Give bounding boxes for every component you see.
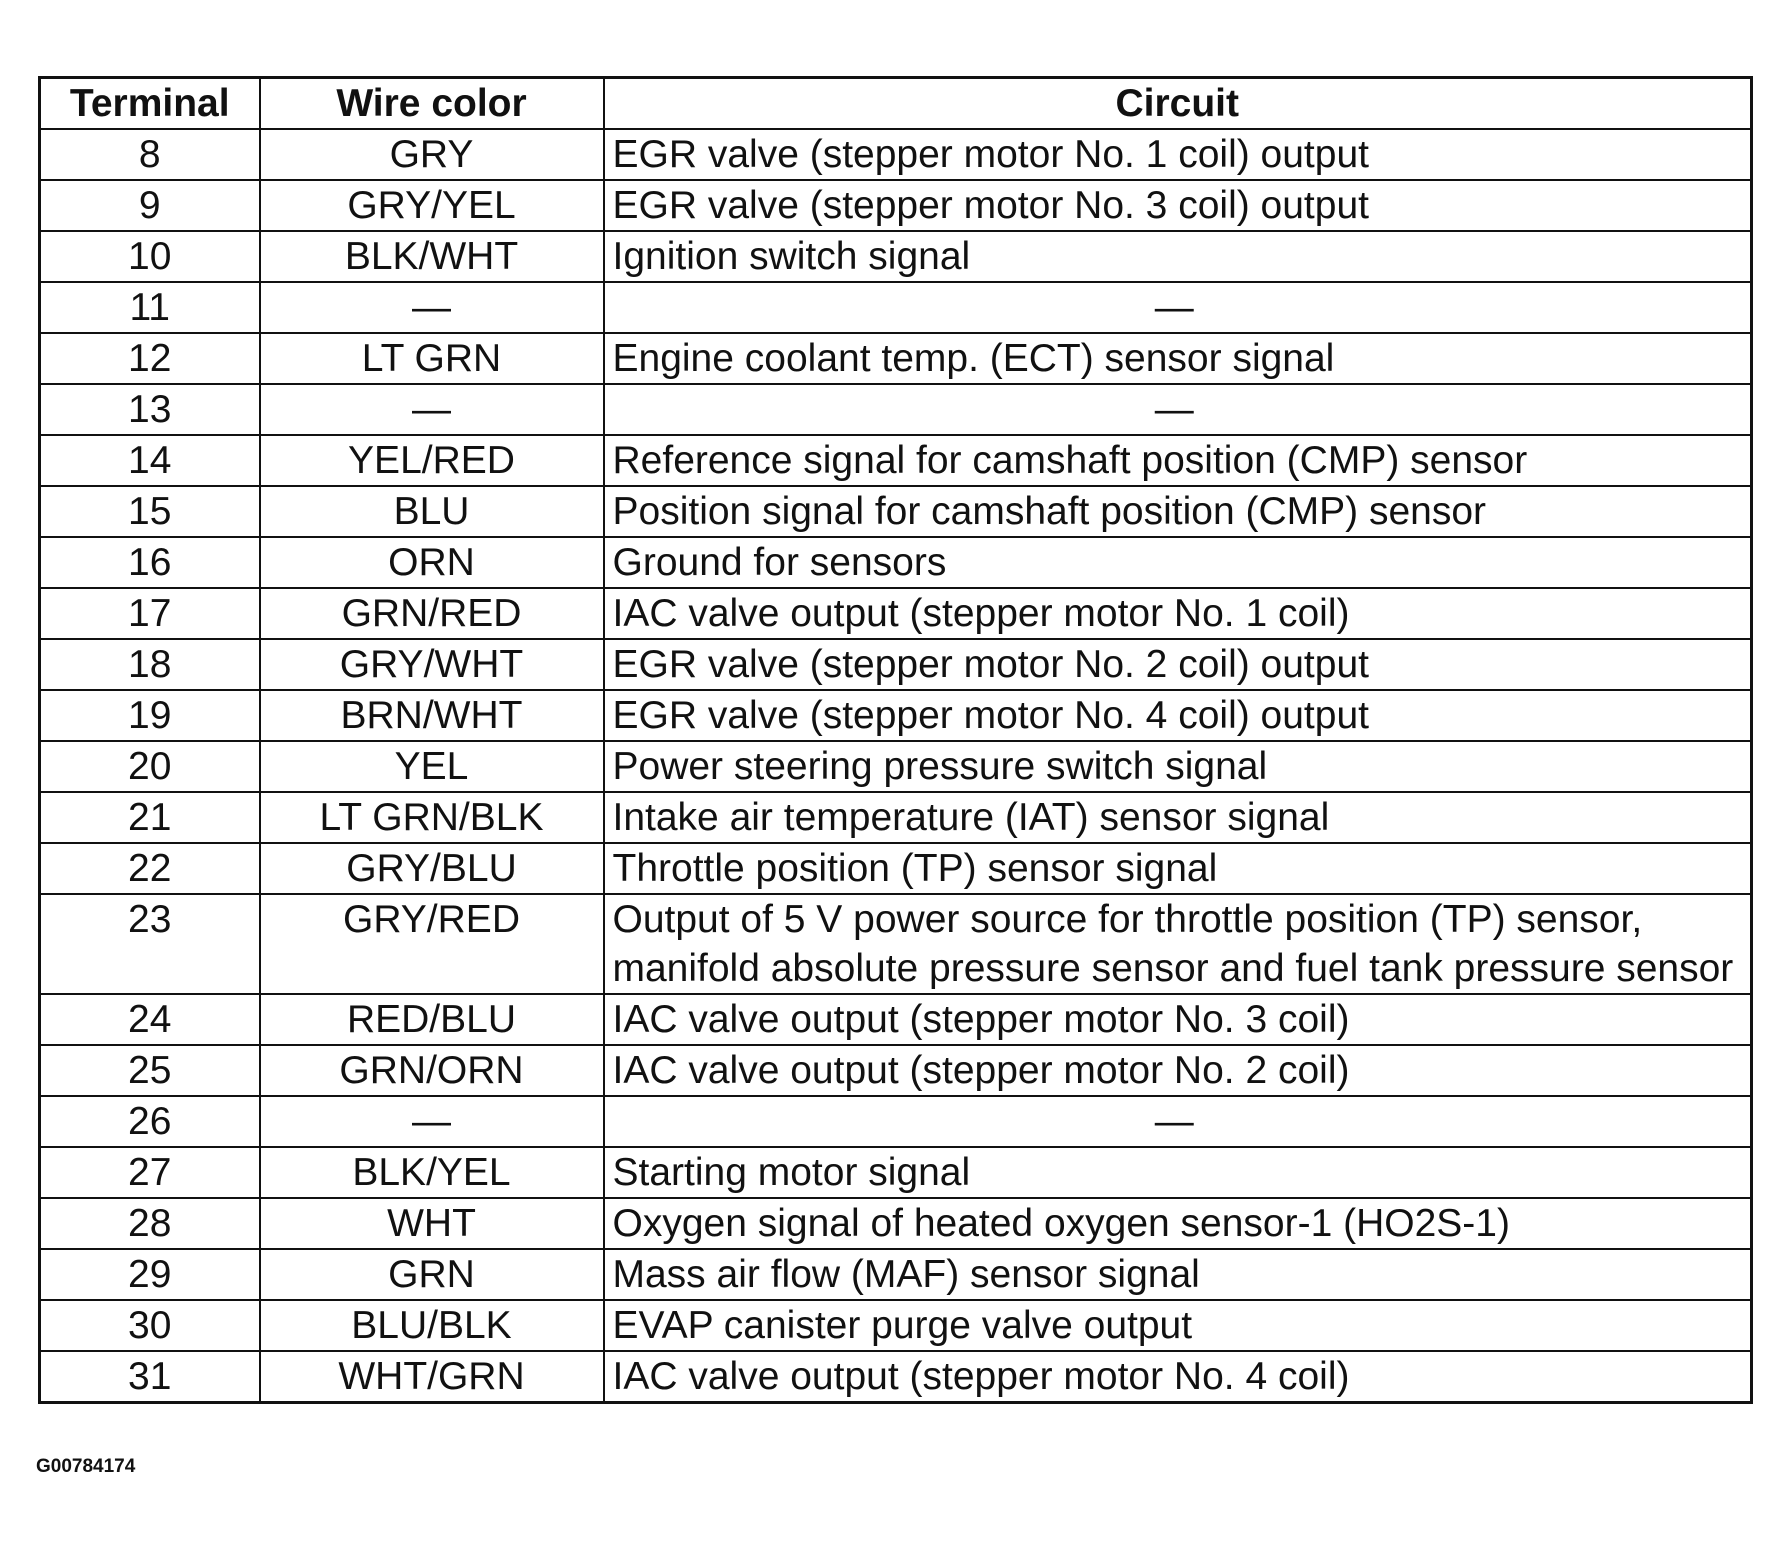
wire-color-cell: LT GRN/BLK [260,792,604,843]
circuit-cell: IAC valve output (stepper motor No. 4 coil) [604,1351,1752,1403]
table-row [40,537,1752,588]
table-row [40,690,1752,741]
wire-color-cell: — [260,384,604,435]
terminal-cell: 28 [40,1198,260,1249]
circuit-cell: — [604,384,1752,435]
header-wire-color: Wire color [260,78,604,130]
terminal-cell: 30 [40,1300,260,1351]
wire-color-cell: BLK/YEL [260,1147,604,1198]
wire-color-cell: ORN [260,537,604,588]
terminal-cell: 18 [40,639,260,690]
wire-color-cell: BLU [260,486,604,537]
circuit-cell: IAC valve output (stepper motor No. 3 coil) [604,994,1752,1045]
table-row [40,486,1752,537]
table-row [40,435,1752,486]
wire-color-cell: — [260,282,604,333]
table-row [40,384,1752,435]
circuit-cell: — [604,282,1752,333]
terminal-cell: 17 [40,588,260,639]
terminal-wiring-table [38,76,1753,1404]
wire-color-cell: BRN/WHT [260,690,604,741]
terminal-cell: 16 [40,537,260,588]
wire-color-cell: — [260,1096,604,1147]
wire-color-cell: BLU/BLK [260,1300,604,1351]
terminal-cell: 13 [40,384,260,435]
terminal-cell: 21 [40,792,260,843]
wire-color-cell: GRY [260,129,604,180]
circuit-cell: Output of 5 V power source for throttle position (TP) sensor, manifold absolute pressure sensor and fuel tank pressure sensor [604,894,1752,994]
table-row [40,741,1752,792]
terminal-cell: 9 [40,180,260,231]
table-row [40,180,1752,231]
table-row [40,588,1752,639]
circuit-cell: Position signal for camshaft position (CMP) sensor [604,486,1752,537]
table-row [40,792,1752,843]
header-circuit: Circuit [604,78,1752,130]
circuit-cell: IAC valve output (stepper motor No. 2 coil) [604,1045,1752,1096]
circuit-cell: Ground for sensors [604,537,1752,588]
terminal-cell: 19 [40,690,260,741]
circuit-cell: Engine coolant temp. (ECT) sensor signal [604,333,1752,384]
table-row [40,282,1752,333]
circuit-cell: EGR valve (stepper motor No. 4 coil) output [604,690,1752,741]
terminal-cell: 29 [40,1249,260,1300]
circuit-cell: — [604,1096,1752,1147]
terminal-cell: 20 [40,741,260,792]
terminal-cell: 12 [40,333,260,384]
table-row [40,843,1752,894]
wire-color-cell: BLK/WHT [260,231,604,282]
table-row [40,1045,1752,1096]
document-page [38,76,1750,1404]
table-row [40,894,1752,994]
circuit-cell: EGR valve (stepper motor No. 2 coil) output [604,639,1752,690]
table-row [40,994,1752,1045]
circuit-cell: Throttle position (TP) sensor signal [604,843,1752,894]
terminal-cell: 15 [40,486,260,537]
terminal-cell: 24 [40,994,260,1045]
terminal-cell: 27 [40,1147,260,1198]
circuit-cell: Reference signal for camshaft position (CMP) sensor [604,435,1752,486]
circuit-cell: Mass air flow (MAF) sensor signal [604,1249,1752,1300]
table-row [40,1249,1752,1300]
table-row [40,639,1752,690]
terminal-cell: 10 [40,231,260,282]
table-row [40,1300,1752,1351]
wire-color-cell: GRY/WHT [260,639,604,690]
table-header-row [40,78,1752,130]
wire-color-cell: RED/BLU [260,994,604,1045]
circuit-cell: EVAP canister purge valve output [604,1300,1752,1351]
terminal-cell: 11 [40,282,260,333]
circuit-cell: EGR valve (stepper motor No. 1 coil) output [604,129,1752,180]
wire-color-cell: WHT/GRN [260,1351,604,1403]
wire-color-cell: LT GRN [260,333,604,384]
terminal-cell: 31 [40,1351,260,1403]
wire-color-cell: YEL/RED [260,435,604,486]
wire-color-cell: GRN/RED [260,588,604,639]
table-row [40,333,1752,384]
circuit-cell: Oxygen signal of heated oxygen sensor-1 (HO2S-1) [604,1198,1752,1249]
wire-color-cell: GRY/BLU [260,843,604,894]
table-row [40,129,1752,180]
wire-color-cell: YEL [260,741,604,792]
terminal-cell: 23 [40,894,260,994]
table-row [40,1147,1752,1198]
circuit-cell: IAC valve output (stepper motor No. 1 coil) [604,588,1752,639]
table-row [40,1096,1752,1147]
wire-color-cell: GRY/YEL [260,180,604,231]
circuit-cell: Power steering pressure switch signal [604,741,1752,792]
table-row [40,1198,1752,1249]
circuit-cell: Intake air temperature (IAT) sensor signal [604,792,1752,843]
terminal-cell: 25 [40,1045,260,1096]
circuit-cell: Starting motor signal [604,1147,1752,1198]
wire-color-cell: WHT [260,1198,604,1249]
table-row [40,231,1752,282]
terminal-cell: 8 [40,129,260,180]
circuit-cell: EGR valve (stepper motor No. 3 coil) output [604,180,1752,231]
wire-color-cell: GRN [260,1249,604,1300]
terminal-cell: 26 [40,1096,260,1147]
circuit-cell: Ignition switch signal [604,231,1752,282]
header-terminal: Terminal [40,78,260,130]
wire-color-cell: GRY/RED [260,894,604,994]
terminal-cell: 22 [40,843,260,894]
figure-id-label: G00784174 [36,1456,136,1477]
wire-color-cell: GRN/ORN [260,1045,604,1096]
table-row [40,1351,1752,1403]
terminal-cell: 14 [40,435,260,486]
table-body [40,129,1752,1403]
